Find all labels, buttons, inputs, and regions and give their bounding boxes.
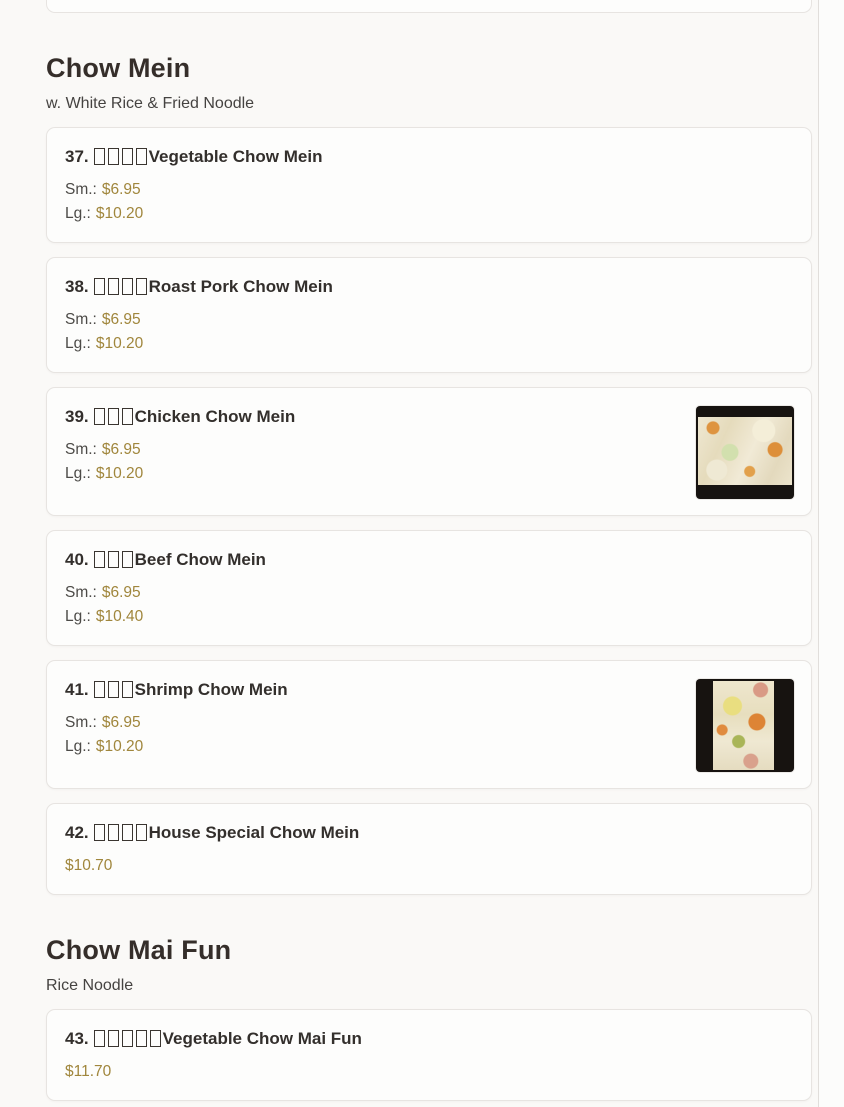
size-label: Lg.:	[65, 608, 91, 625]
menu-content	[46, 0, 812, 1107]
missing-cjk-glyph-box	[122, 408, 133, 425]
menu-item-name: Roast Pork Chow Mein	[148, 277, 333, 296]
missing-cjk-glyph-box	[94, 1030, 105, 1047]
missing-cjk-glyph-box	[94, 551, 105, 568]
menu-item-prices	[65, 178, 793, 226]
missing-cjk-glyph-box	[122, 824, 133, 841]
price-row	[65, 438, 793, 462]
menu-item-card[interactable]	[46, 387, 812, 516]
chicken-chow-mein-photo	[696, 406, 794, 499]
menu-item-card[interactable]	[46, 257, 812, 373]
missing-cjk-glyph-box	[94, 278, 105, 295]
missing-cjk-glyph-box	[108, 1030, 119, 1047]
menu-item-name: Beef Chow Mein	[134, 550, 266, 569]
menu-item-number: 39.	[65, 407, 89, 426]
missing-cjk-glyph-box	[150, 1030, 161, 1047]
price-value: $10.70	[65, 857, 113, 874]
price-row	[65, 332, 793, 356]
missing-cjk-glyph-box	[94, 681, 105, 698]
missing-cjk-glyph-box	[108, 681, 119, 698]
menu-item-number: 37.	[65, 147, 89, 166]
menu-item-number: 40.	[65, 550, 89, 569]
price-value: $10.40	[95, 608, 144, 625]
menu-item-title	[65, 548, 793, 572]
size-label: Sm.:	[65, 584, 97, 601]
menu-item-name: House Special Chow Mein	[148, 823, 360, 842]
menu-item-card[interactable]	[46, 1009, 812, 1101]
missing-cjk-glyph-box	[122, 1030, 133, 1047]
menu-item-prices	[65, 308, 793, 356]
price-row	[65, 462, 793, 486]
menu-item-number: 41.	[65, 680, 89, 699]
menu-item-title	[65, 678, 793, 702]
missing-cjk-glyph-box	[94, 408, 105, 425]
previous-item-card-fragment[interactable]	[46, 0, 812, 13]
size-label: Sm.:	[65, 311, 97, 328]
price-row	[65, 178, 793, 202]
menu-item-prices	[65, 1060, 793, 1084]
menu-item-name: Vegetable Chow Mai Fun	[162, 1029, 362, 1048]
missing-cjk-glyph-box	[94, 824, 105, 841]
menu-item-card[interactable]	[46, 660, 812, 789]
price-row	[65, 1060, 793, 1084]
price-row	[65, 581, 793, 605]
menu-item-name: Vegetable Chow Mein	[148, 147, 323, 166]
menu-item-name: Shrimp Chow Mein	[134, 680, 288, 699]
size-label: Lg.:	[65, 335, 91, 352]
size-label: Lg.:	[65, 205, 91, 222]
price-value: $10.20	[95, 205, 144, 222]
price-row	[65, 711, 793, 735]
menu-item-card[interactable]	[46, 530, 812, 646]
missing-cjk-glyph-box	[136, 278, 147, 295]
menu-item-card[interactable]	[46, 803, 812, 895]
menu-item-name: Chicken Chow Mein	[134, 407, 296, 426]
menu-item-prices	[65, 711, 793, 759]
size-label: Lg.:	[65, 738, 91, 755]
section-title: Chow Mai Fun	[46, 935, 232, 965]
shrimp-chow-mein-photo	[696, 679, 794, 772]
menu-item-prices	[65, 581, 793, 629]
missing-cjk-glyph-box	[136, 1030, 147, 1047]
missing-cjk-glyph-box	[108, 278, 119, 295]
price-row	[65, 308, 793, 332]
missing-cjk-glyph-box	[108, 408, 119, 425]
price-value: $6.95	[101, 441, 141, 458]
price-row	[65, 605, 793, 629]
size-label: Sm.:	[65, 181, 97, 198]
missing-cjk-glyph-box	[136, 824, 147, 841]
price-value: $10.20	[95, 738, 144, 755]
menu-item-title	[65, 821, 793, 845]
menu-sections	[46, 53, 812, 1101]
section-subtitle: w. White Rice & Fried Noodle	[46, 95, 255, 112]
missing-cjk-glyph-box	[94, 148, 105, 165]
price-value: $6.95	[101, 714, 141, 731]
missing-cjk-glyph-box	[108, 148, 119, 165]
price-row	[65, 854, 793, 878]
missing-cjk-glyph-box	[122, 681, 133, 698]
price-value: $6.95	[101, 584, 141, 601]
missing-cjk-glyph-box	[122, 278, 133, 295]
menu-item-prices	[65, 854, 793, 878]
menu-item-prices	[65, 438, 793, 486]
menu-item-number: 43.	[65, 1029, 89, 1048]
menu-item-number: 42.	[65, 823, 89, 842]
menu-item-card[interactable]	[46, 127, 812, 243]
menu-item-title	[65, 405, 793, 429]
price-value: $6.95	[101, 311, 141, 328]
size-label: Sm.:	[65, 441, 97, 458]
missing-cjk-glyph-box	[136, 148, 147, 165]
price-value: $6.95	[101, 181, 141, 198]
missing-cjk-glyph-box	[108, 824, 119, 841]
missing-cjk-glyph-box	[122, 551, 133, 568]
scrollbar-track[interactable]	[818, 0, 844, 1107]
missing-cjk-glyph-box	[108, 551, 119, 568]
menu-item-title	[65, 275, 793, 299]
menu-item-title	[65, 145, 793, 169]
price-value: $10.20	[95, 335, 144, 352]
price-value: $11.70	[65, 1063, 112, 1080]
menu-item-number: 38.	[65, 277, 89, 296]
size-label: Sm.:	[65, 714, 97, 731]
section-subtitle: Rice Noodle	[46, 977, 134, 994]
missing-cjk-glyph-box	[122, 148, 133, 165]
section-title: Chow Mein	[46, 53, 191, 83]
price-value: $10.20	[95, 465, 144, 482]
price-row	[65, 202, 793, 226]
menu-item-title	[65, 1027, 793, 1051]
size-label: Lg.:	[65, 465, 91, 482]
price-row	[65, 735, 793, 759]
